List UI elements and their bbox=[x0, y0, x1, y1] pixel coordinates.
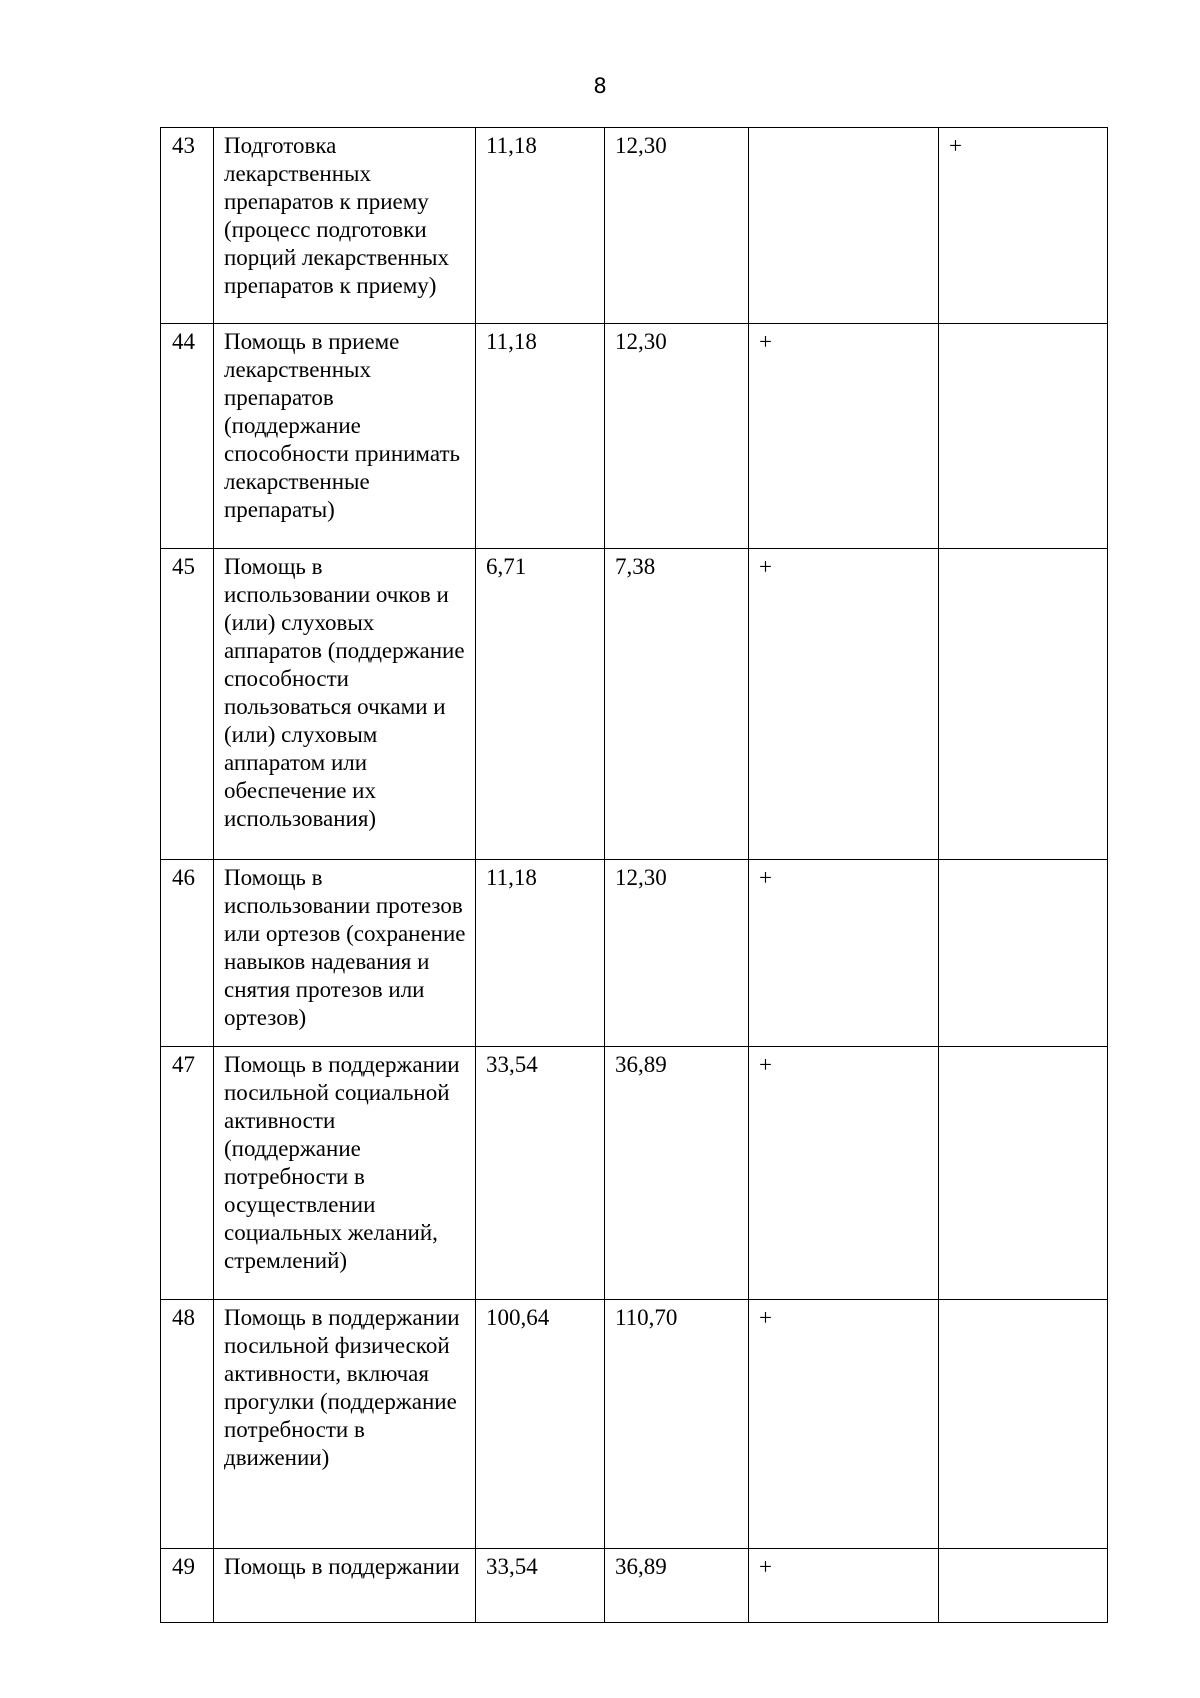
tariff-value-with-vat: 36,89 bbox=[605, 1047, 749, 1300]
service-name: Помощь в поддержании посильной физической активности, включая прогулки (поддержание потребности в движении) bbox=[214, 1300, 476, 1549]
form-mark-2 bbox=[939, 860, 1108, 1047]
tariff-value-with-vat: 12,30 bbox=[605, 860, 749, 1047]
tariff-value: 100,64 bbox=[476, 1300, 605, 1549]
service-name: Помощь в поддержании посильной социальной активности (поддержание потребности в осуществлении социальных желаний, стремлений) bbox=[214, 1047, 476, 1300]
form-mark-1: + bbox=[749, 1047, 939, 1300]
row-number: 49 bbox=[161, 1549, 214, 1623]
table-row bbox=[161, 324, 1108, 549]
form-mark-2 bbox=[939, 1300, 1108, 1549]
form-mark-2 bbox=[939, 549, 1108, 860]
tariff-value: 11,18 bbox=[476, 860, 605, 1047]
tariff-value-with-vat: 36,89 bbox=[605, 1549, 749, 1623]
service-name: Помощь в использовании протезов или ортезов (сохранение навыков надевания и снятия протезов или ортезов) bbox=[214, 860, 476, 1047]
tariff-value-with-vat: 12,30 bbox=[605, 324, 749, 549]
tariff-value-with-vat: 7,38 bbox=[605, 549, 749, 860]
service-name: Помощь в приеме лекарственных препаратов (поддержание способности принимать лекарственные препараты) bbox=[214, 324, 476, 549]
service-name: Помощь в поддержании bbox=[214, 1549, 476, 1623]
form-mark-2 bbox=[939, 1549, 1108, 1623]
tariff-value-with-vat: 110,70 bbox=[605, 1300, 749, 1549]
page-number: 8 bbox=[593, 74, 607, 98]
form-mark-1: + bbox=[749, 860, 939, 1047]
service-name: Подготовка лекарственных препаратов к приему (процесс подготовки порций лекарственных препаратов к приему) bbox=[214, 128, 476, 324]
services-table bbox=[160, 127, 1108, 1623]
tariff-value: 11,18 bbox=[476, 128, 605, 324]
tariff-value: 6,71 bbox=[476, 549, 605, 860]
form-mark-1: + bbox=[749, 1300, 939, 1549]
form-mark-1: + bbox=[749, 324, 939, 549]
table-row bbox=[161, 1549, 1108, 1623]
tariff-value: 11,18 bbox=[476, 324, 605, 549]
form-mark-2 bbox=[939, 324, 1108, 549]
table-row bbox=[161, 549, 1108, 860]
table-row bbox=[161, 1047, 1108, 1300]
form-mark-2 bbox=[939, 1047, 1108, 1300]
row-number: 45 bbox=[161, 549, 214, 860]
row-number: 46 bbox=[161, 860, 214, 1047]
row-number: 47 bbox=[161, 1047, 214, 1300]
form-mark-1: + bbox=[749, 1549, 939, 1623]
tariff-value: 33,54 bbox=[476, 1549, 605, 1623]
table-row bbox=[161, 128, 1108, 324]
service-name: Помощь в использовании очков и (или) слуховых аппаратов (поддержание способности пользоваться очками и (или) слуховым аппаратом или обеспечение их использования) bbox=[214, 549, 476, 860]
row-number: 48 bbox=[161, 1300, 214, 1549]
tariff-value: 33,54 bbox=[476, 1047, 605, 1300]
row-number: 44 bbox=[161, 324, 214, 549]
table-row bbox=[161, 860, 1108, 1047]
form-mark-1 bbox=[749, 128, 939, 324]
table-row bbox=[161, 1300, 1108, 1549]
tariff-value-with-vat: 12,30 bbox=[605, 128, 749, 324]
row-number: 43 bbox=[161, 128, 214, 324]
form-mark-1: + bbox=[749, 549, 939, 860]
form-mark-2: + bbox=[939, 128, 1108, 324]
